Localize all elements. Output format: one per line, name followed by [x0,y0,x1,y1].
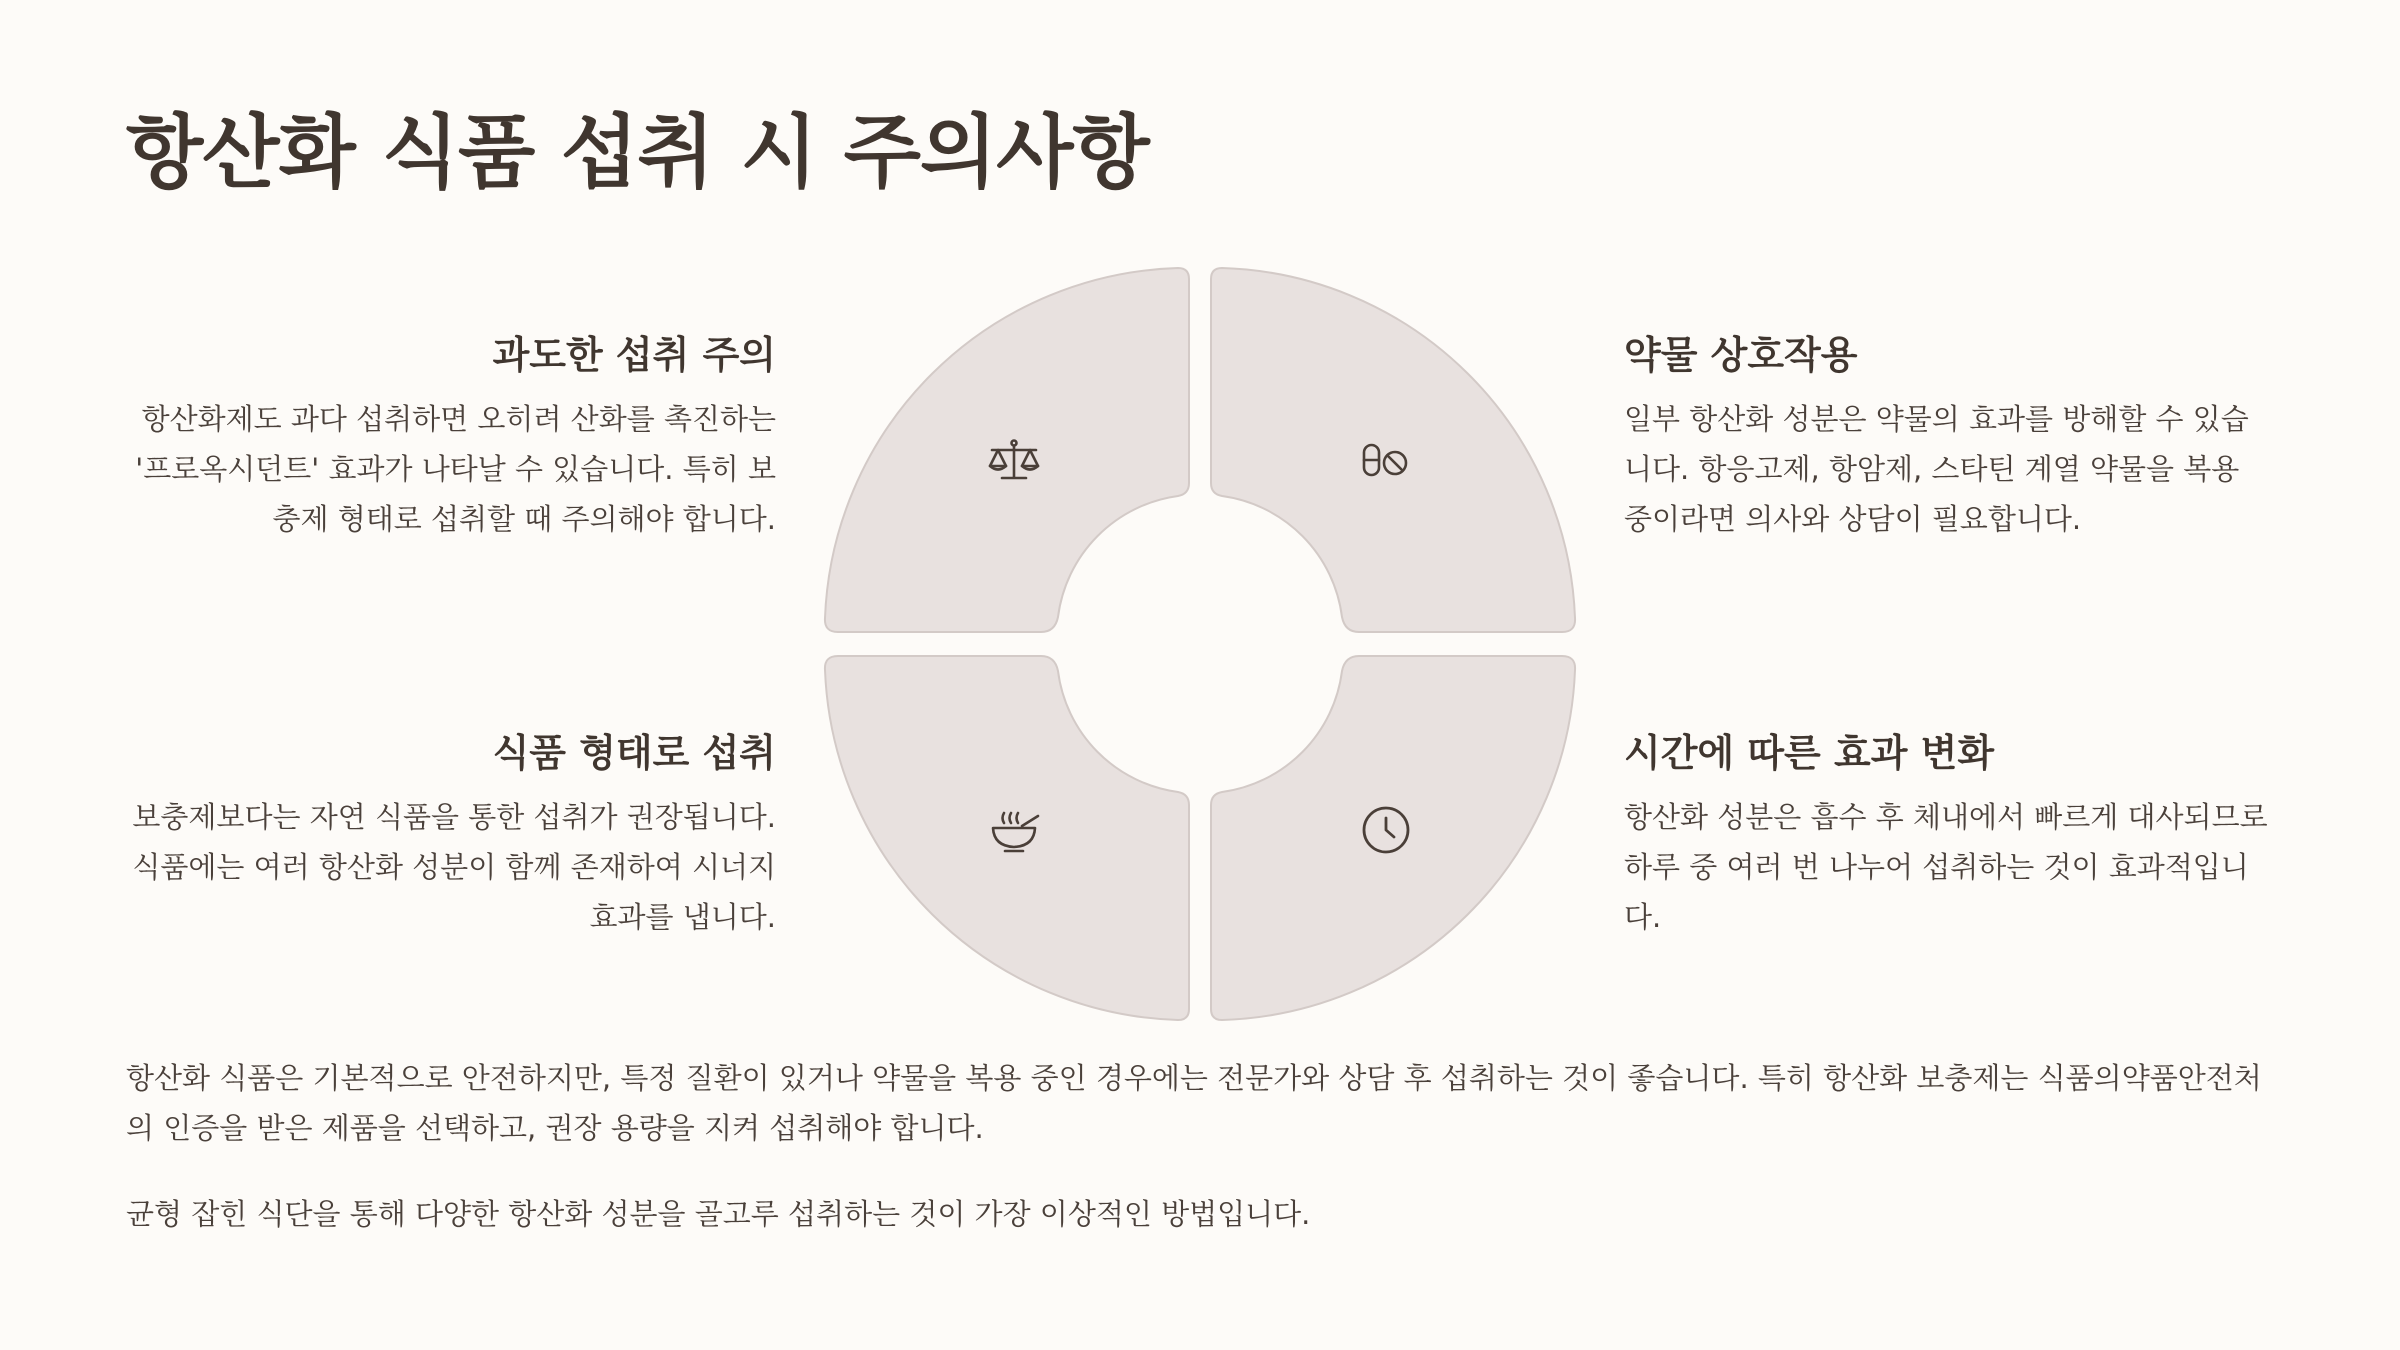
section-heading: 약물 상호작용 [1624,333,1858,377]
wheel-segment-bottom-left [825,656,1189,1020]
page-title: 항산화 식품 섭취 시 주의사항 [126,106,1149,199]
section-heading: 시간에 따른 효과 변화 [1624,731,1995,775]
wheel-segments [825,268,1575,1020]
footer-paragraph: 항산화 식품은 기본적으로 안전하지만, 특정 질환이 있거나 약물을 복용 중인 경우에는 전문가와 상담 후 섭취하는 것이 좋습니다. 특히 항산화 보충제는 식품의약품안전처의 인증을 받은 제품을 선택하고, 권장 용량을 지켜 섭취해야 합니다. [126,1061,2262,1145]
wheel-segment-top-right [1211,268,1575,632]
section-description: 항산화 성분은 흡수 후 체내에서 빠르게 대사되므로 하루 중 여러 번 나누어 섭취하는 것이 효과적입니다. [1624,800,2268,934]
section-description: 일부 항산화 성분은 약물의 효과를 방해할 수 있습니다. 항응고제, 항암제, 스타틴 계열 약물을 복용 중이라면 의사와 상담이 필요합니다. [1624,402,2249,536]
footer-paragraph: 균형 잡힌 식단을 통해 다양한 항산화 성분을 골고루 섭취하는 것이 가장 이상적인 방법입니다. [126,1197,1311,1231]
footer-notes [126,1053,2276,1275]
section-description: 항산화제도 과다 섭취하면 오히려 산화를 촉진하는 '프로옥시던트' 효과가 나타날 수 있습니다. 특히 보충제 형태로 섭취할 때 주의해야 합니다. [135,402,776,536]
section-heading: 과도한 섭취 주의 [492,333,776,377]
section-heading: 식품 형태로 섭취 [492,731,776,775]
section-description: 보충제보다는 자연 식품을 통한 섭취가 권장됩니다. 식품에는 여러 항산화 성분이 함께 존재하여 시너지 효과를 냅니다. [132,800,776,934]
